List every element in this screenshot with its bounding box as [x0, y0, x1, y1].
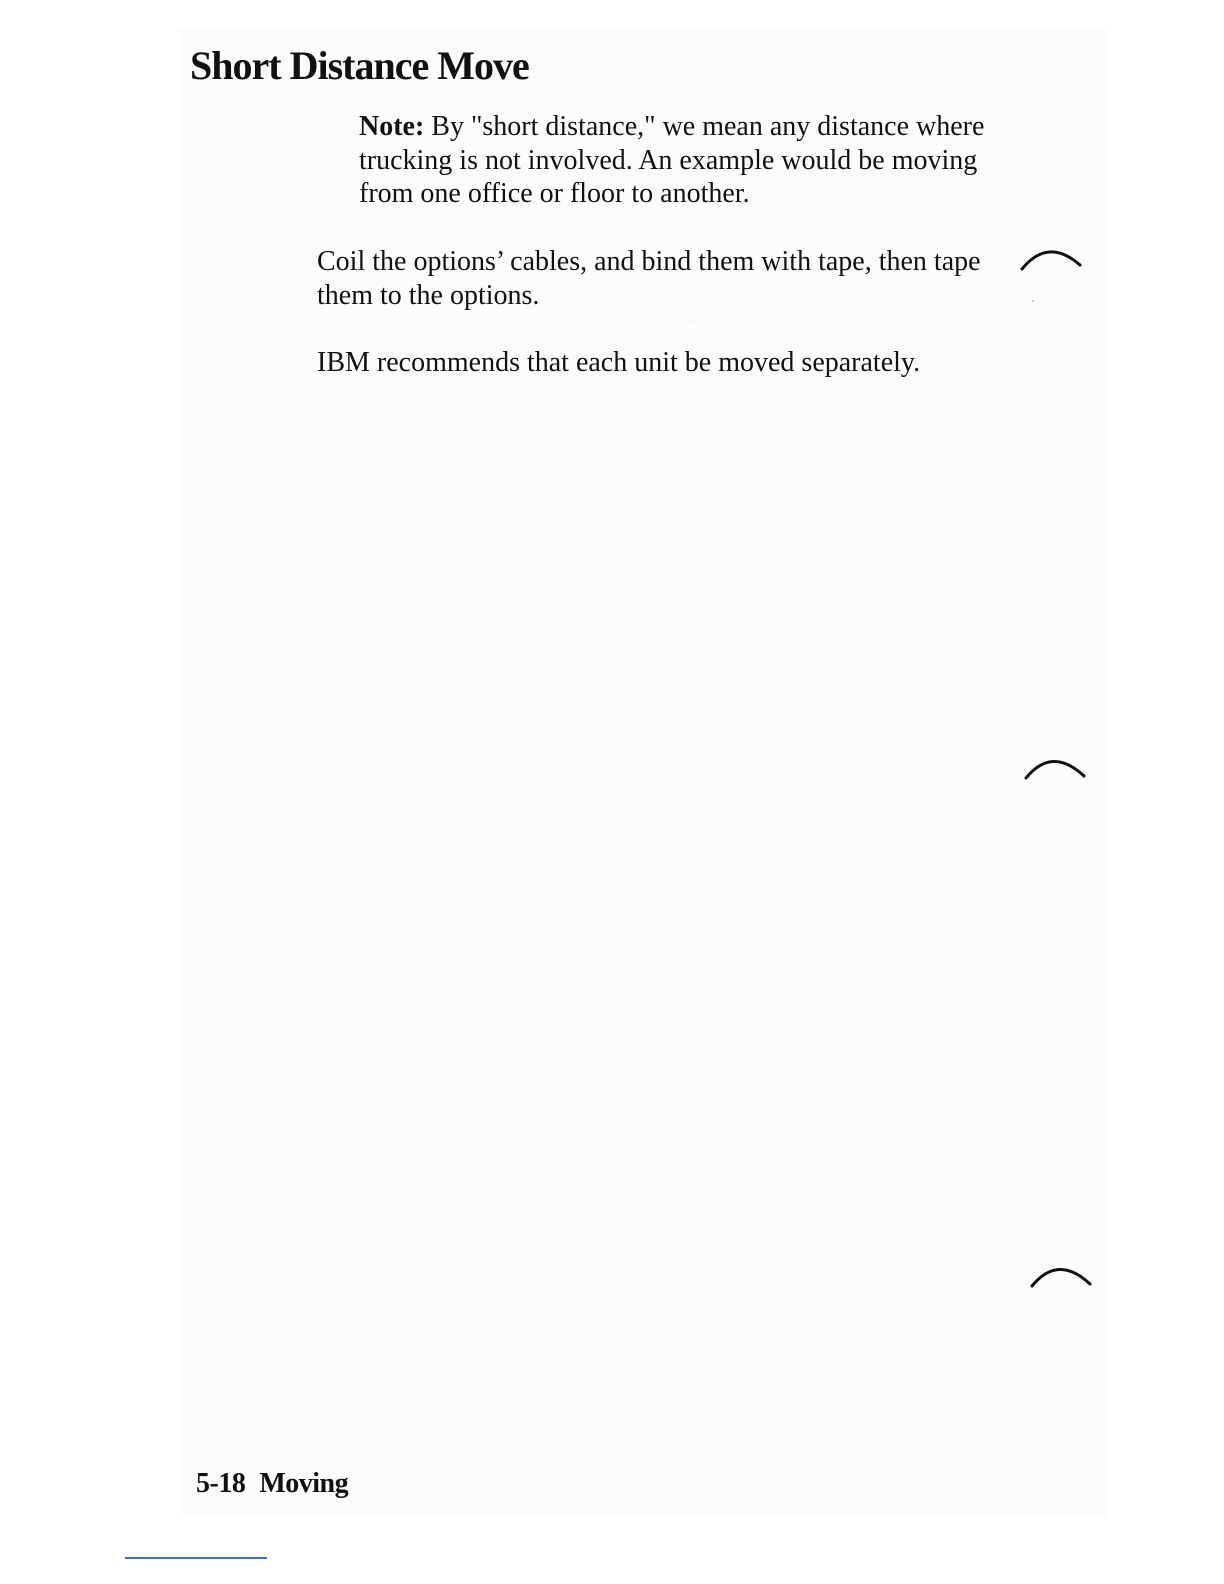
note-label: Note: — [359, 111, 425, 142]
paragraph-coil-cables: Coil the options’ cables, and bind them with tape, then tape them to the options. — [317, 246, 981, 311]
note-text: By "short distance," we mean any distance where trucking is not involved. An example would be moving from one office or floor to another. — [359, 111, 985, 209]
chapter-name: Moving — [259, 1468, 349, 1499]
binder-tab-mark-icon — [1028, 1260, 1094, 1290]
scan-speck — [693, 321, 694, 322]
section-title: Short Distance Move — [190, 43, 529, 88]
scan-speck — [1032, 300, 1034, 302]
page-number: 5-18 — [196, 1468, 246, 1499]
note-block — [359, 110, 999, 211]
bottom-rule — [125, 1557, 267, 1559]
paragraph-move-separately: IBM recommends that each unit be moved separately. — [317, 347, 921, 378]
binder-tab-mark-icon — [1018, 243, 1084, 273]
binder-tab-mark-icon — [1022, 752, 1088, 782]
page-footer — [196, 1468, 348, 1500]
